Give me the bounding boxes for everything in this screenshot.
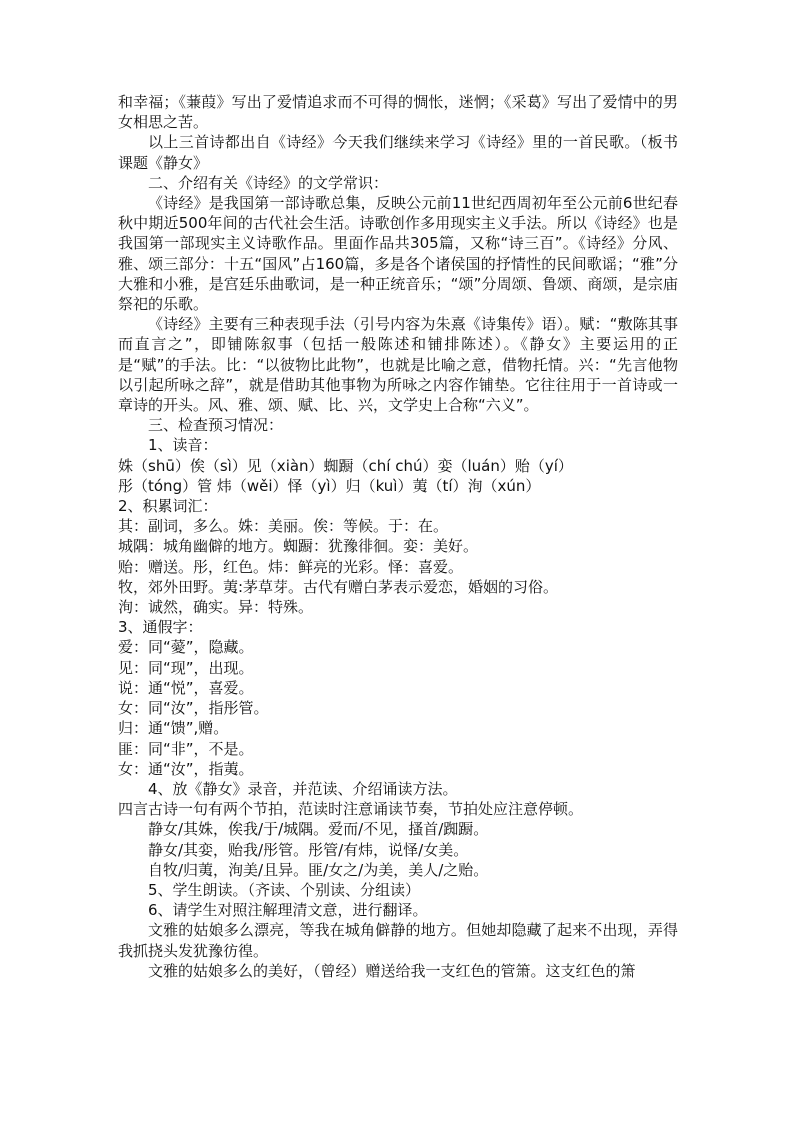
- subheading-recording: 4、放《静女》录音，并范读、介绍诵读方法。: [148, 779, 458, 798]
- pronunciation-line-1: 姝（shū）俟（sì）见（xiàn）蜘蹰（chí chú）娈（luán）贻（yí）: [118, 456, 573, 475]
- interchangeable-word-line: 爱：同“薆”，隐藏。: [118, 638, 254, 657]
- vocabulary-line: 城隅：城角幽僻的地方。蜘蹰：犹豫徘徊。娈：美好。: [118, 537, 479, 556]
- interchangeable-word-line: 匪：同“非”，不是。: [118, 739, 254, 758]
- paragraph-shijing-overview: 《诗经》是我国第一部诗歌总集，反映公元前11世纪西周初年至公元前6世纪春秋中期近500年间的古代社会生活。诗歌创作多用现实主义手法。所以《诗经》也是我国第一部现实主义诗歌作品。里面作品共305篇，又称“诗三百”。《诗经》分风、雅、颂三部分：十五“国风”占160篇，多是各个诸侯国的抒情性的民间歌谣；“雅”分大雅和小雅，是宫廷乐曲歌词，是一种正统音乐；“颂”分周颂、鲁颂、商颂，是宗庙祭祀的乐歌。: [118, 194, 678, 314]
- interchangeable-word-line: 女：同“汝”，指彤管。: [118, 699, 269, 718]
- poem-stanza-3: 自牧/归荑，洵美/且异。匪/女之/为美，美人/之贻。: [148, 860, 489, 879]
- poem-stanza-2: 静女/其娈，贻我/彤管。彤管/有炜，说怿/女美。: [148, 840, 469, 859]
- translation-paragraph-1: 文雅的姑娘多么漂亮，等我在城角僻静的地方。但她却隐藏了起来不出现，弄得我抓挠头发犹豫彷徨。: [118, 921, 678, 960]
- interchangeable-word-line: 女：通“汝”，指荑。: [118, 759, 254, 778]
- vocabulary-line: 其：副词，多么。姝：美丽。俟：等候。于：在。: [118, 517, 449, 536]
- subheading-pronunciation: 1、读音：: [148, 436, 218, 455]
- vocabulary-line: 洵：诚然，确实。异：特殊。: [118, 598, 314, 617]
- interchangeable-word-line: 说：通“悦”，喜爱。: [118, 678, 254, 697]
- paragraph-intro-end: 和幸福；《蒹葭》写出了爱情追求而不可得的惆怅，迷惘；《采葛》写出了爱情中的男女相思之苦。: [118, 93, 678, 132]
- interchangeable-word-line: 见：同“现”，出现。: [118, 658, 254, 677]
- vocabulary-line: 牧，郊外田野。荑:茅草芽。古代有赠白茅表示爱恋，婚姻的习俗。: [118, 577, 559, 596]
- subheading-translation: 6、请学生对照注解理清文意，进行翻译。: [148, 901, 428, 920]
- document-page: [118, 92, 678, 981]
- interchangeable-word-line: 归：通“馈”,赠。: [118, 719, 229, 738]
- subheading-vocabulary: 2、积累词汇：: [118, 497, 218, 516]
- section-heading-3: 三、检查预习情况：: [148, 416, 284, 435]
- pronunciation-line-2: 彤（tóng）管 炜（wěi）怿（yì）归（kuì）荑（tí）洵（xún）: [118, 476, 541, 495]
- translation-paragraph-2: 文雅的姑娘多么的美好，（曾经）赠送给我一支红色的管箫。这支红色的箫: [148, 961, 636, 980]
- paragraph-shijing-techniques: 《诗经》主要有三种表现手法（引号内容为朱熹《诗集传》语）。赋：“敷陈其事而直言之”，即铺陈叙事（包括一般陈述和铺排陈述）。《静女》主要运用的正是“赋”的手法。比：“以彼物比此物”，也就是比喻之意，借物托情。兴：“先言他物以引起所咏之辞”，就是借助其他事物为所咏之内容作铺垫。它往往用于一首诗或一章诗的开头。风、雅、颂、赋、比、兴，文学史上合称“六义”。: [118, 315, 678, 415]
- section-heading-2: 二、介绍有关《诗经》的文学常识：: [148, 173, 389, 192]
- vocabulary-line: 贻：赠送。彤，红色。炜：鲜亮的光彩。怿：喜爱。: [118, 557, 464, 576]
- subheading-interchangeable-words: 3、通假字：: [118, 618, 203, 637]
- paragraph-transition: 以上三首诗都出自《诗经》今天我们继续来学习《诗经》里的一首民歌。（板书课题《静女》: [118, 133, 678, 172]
- paragraph-rhythm-note: 四言古诗一句有两个节拍，范读时注意诵读节奏，节拍处应注意停顿。: [118, 800, 584, 819]
- subheading-student-reading: 5、学生朗读。（齐读、个别读、分组读）: [148, 880, 421, 899]
- poem-stanza-1: 静女/其姝，俟我/于/城隅。爱而/不见，搔首/踟蹰。: [148, 820, 489, 839]
